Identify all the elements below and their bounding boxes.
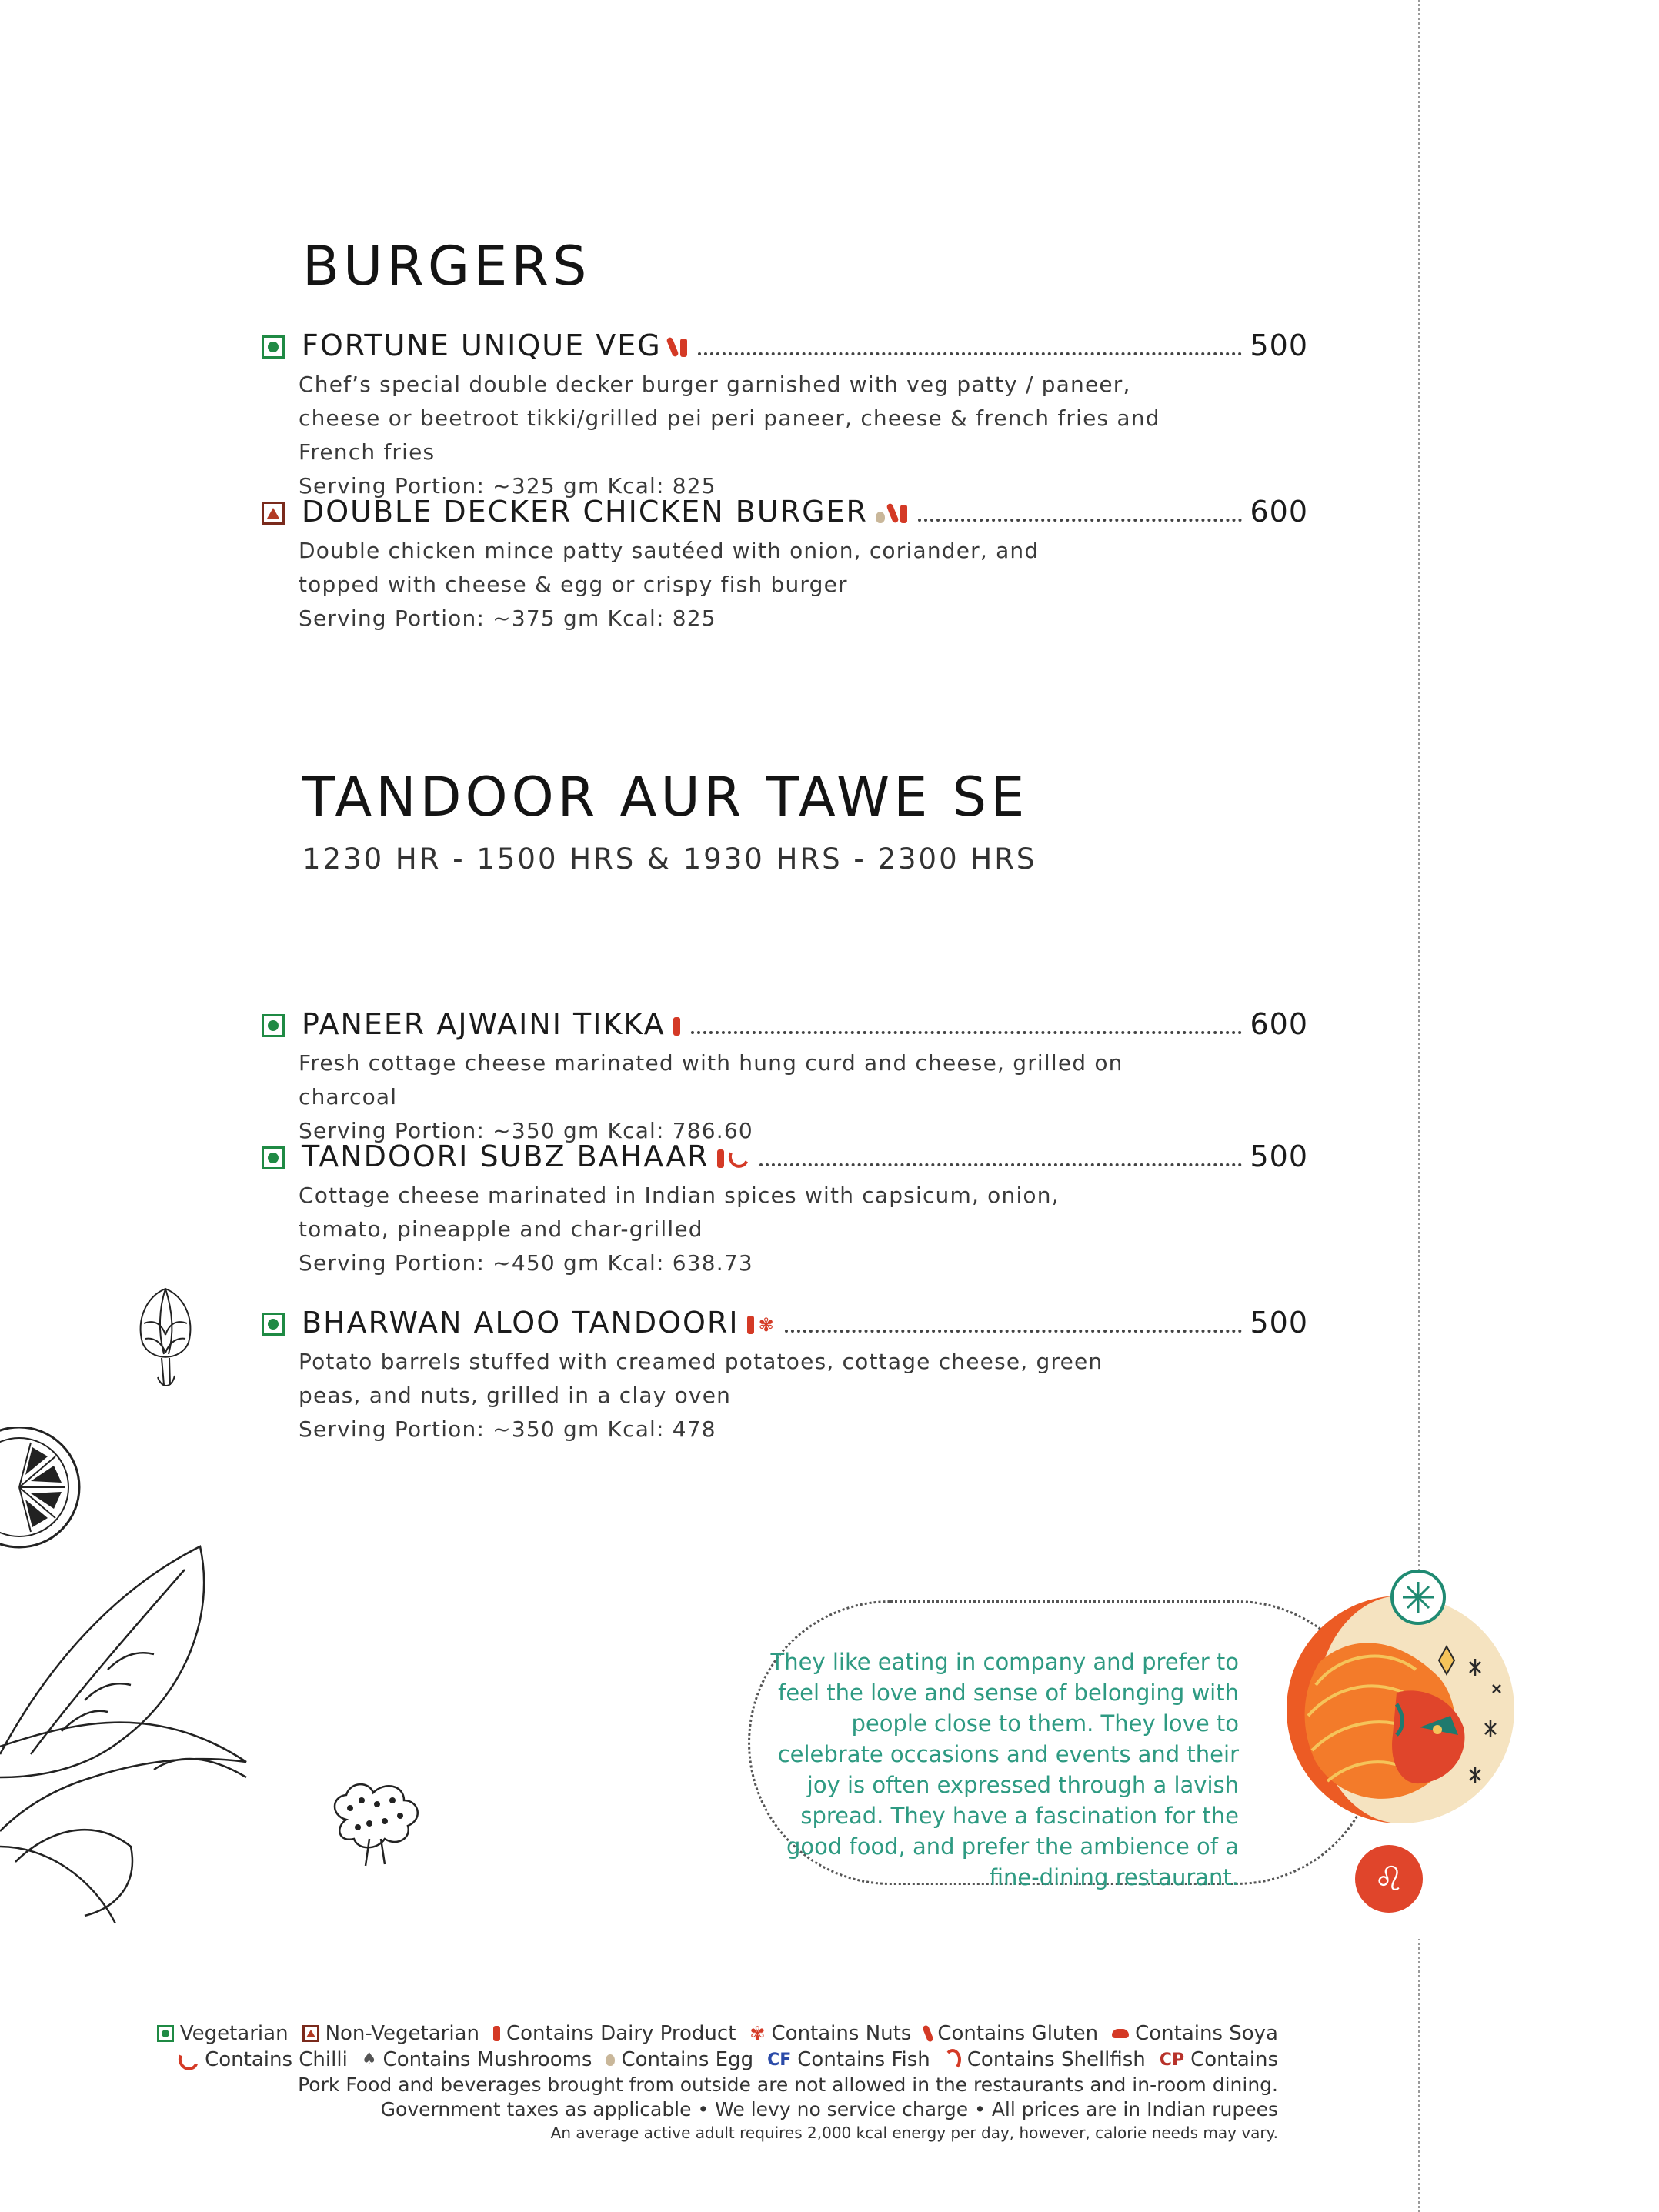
- nuts-icon: ✾: [758, 1314, 774, 1336]
- dot-leader: [691, 1031, 1243, 1034]
- menu-item-paneer-ajwaini-tikka: [262, 1002, 1308, 1148]
- leo-lion-illustration: [1262, 1570, 1554, 1939]
- nuts-icon: ✾: [749, 2023, 766, 2044]
- legend-non-vegetarian: Non-Vegetarian: [325, 2022, 479, 2045]
- vegetarian-icon: [262, 335, 285, 359]
- gluten-icon: [923, 2024, 935, 2042]
- allergen-legend: [149, 2020, 1278, 2144]
- vegetarian-icon: [157, 2025, 174, 2042]
- item-description: Chef’s special double decker burger garnished with veg patty / paneer, cheese or beetroot tikki/grilled pei peri paneer, cheese & french fries and French fries: [299, 372, 1160, 465]
- section-title-burgers: BURGERS: [302, 235, 591, 298]
- item-name: FORTUNE UNIQUE VEG: [302, 329, 662, 362]
- footer-taxes-note: Government taxes as applicable • We levy no service charge • All prices are in Indian rupees: [380, 2098, 1278, 2120]
- non-vegetarian-icon: [262, 502, 285, 525]
- dot-leader: [759, 1163, 1243, 1166]
- dairy-icon: [680, 339, 687, 357]
- item-price: 600: [1250, 495, 1308, 529]
- item-serving-portion: Serving Portion: ~325 gm Kcal: 825: [299, 473, 716, 499]
- legend-pork-b: Pork: [298, 2074, 340, 2096]
- legend-gluten: Contains Gluten: [937, 2022, 1099, 2045]
- egg-icon: [876, 512, 885, 523]
- footer-outside-food-note: Food and beverages brought from outside are not allowed in the restaurants and in-room dining.: [345, 2074, 1278, 2096]
- mushroom-icon: ♠: [361, 2050, 377, 2069]
- dot-leader: [785, 1330, 1243, 1333]
- fish-code-icon: CF: [767, 2050, 792, 2070]
- gluten-icon: [666, 336, 679, 357]
- artichoke-illustration: [127, 1277, 204, 1393]
- item-description: Fresh cottage cheese marinated with hung curd and cheese, grilled on charcoal: [299, 1050, 1123, 1109]
- broccoli-illustration: [323, 1773, 439, 1873]
- item-price: 500: [1250, 329, 1308, 362]
- item-price: 500: [1250, 1306, 1308, 1340]
- item-serving-portion: Serving Portion: ~350 gm Kcal: 786.60: [299, 1118, 753, 1143]
- dairy-icon: [717, 1149, 724, 1168]
- menu-item-fortune-unique-veg: [262, 323, 1308, 503]
- legend-dairy: Contains Dairy Product: [506, 2022, 736, 2045]
- legend-pork-a: Contains: [1190, 2048, 1278, 2071]
- item-name: TANDOORI SUBZ BAHAAR: [302, 1139, 709, 1173]
- dairy-icon: [900, 505, 907, 523]
- gluten-icon: [886, 502, 899, 523]
- menu-item-bharwan-aloo-tandoori: [262, 1300, 1308, 1446]
- menu-item-double-decker-chicken-burger: [262, 489, 1308, 636]
- dairy-icon: [673, 1017, 680, 1036]
- item-serving-portion: Serving Portion: ~375 gm Kcal: 825: [299, 606, 716, 631]
- section-title-tandoor: TANDOOR AUR TAWE SE: [302, 766, 1029, 829]
- chilli-icon: [175, 2046, 202, 2073]
- item-name: BHARWAN ALOO TANDOORI: [302, 1306, 739, 1340]
- vegetarian-icon: [262, 1146, 285, 1169]
- leo-zodiac-symbol: ♌: [1374, 1860, 1404, 1899]
- legend-chilli: Contains Chilli: [205, 2048, 348, 2071]
- dot-leader: [918, 519, 1243, 522]
- item-description: Double chicken mince patty sautéed with onion, coriander, and topped with cheese & egg or crispy fish burger: [299, 538, 1040, 597]
- chilli-icon: [726, 1143, 752, 1170]
- legend-vegetarian: Vegetarian: [179, 2022, 289, 2045]
- pork-code-icon: CP: [1159, 2050, 1185, 2070]
- egg-icon: [606, 2054, 615, 2066]
- item-serving-portion: Serving Portion: ~350 gm Kcal: 478: [299, 1416, 716, 1442]
- dot-leader: [698, 352, 1243, 355]
- soya-icon: [1112, 2029, 1129, 2038]
- leo-description: They like eating in company and prefer to feel the love and sense of belonging with people close to them. They love to celebrate occasions and events and their joy is often expressed through a lavish spread. They have a fascination for the good food, and prefer the ambience of a fine-dining restaurant.: [770, 1649, 1239, 1890]
- legend-fish: Contains Fish: [797, 2048, 930, 2071]
- item-description: Potato barrels stuffed with creamed potatoes, cottage cheese, green peas, and nuts, grilled in a clay oven: [299, 1349, 1103, 1408]
- non-vegetarian-icon: [302, 2025, 319, 2042]
- item-price: 500: [1250, 1139, 1308, 1173]
- item-serving-portion: Serving Portion: ~450 gm Kcal: 638.73: [299, 1250, 753, 1276]
- leo-medallion: [1262, 1570, 1554, 1939]
- legend-nuts: Contains Nuts: [771, 2022, 912, 2045]
- dairy-icon: [493, 2026, 500, 2041]
- item-name: DOUBLE DECKER CHICKEN BURGER: [302, 495, 868, 529]
- shellfish-icon: [944, 2049, 961, 2070]
- item-price: 600: [1250, 1007, 1308, 1041]
- legend-soya: Contains Soya: [1135, 2022, 1278, 2045]
- vegetarian-icon: [262, 1014, 285, 1037]
- vegetarian-icon: [262, 1313, 285, 1336]
- item-description: Cottage cheese marinated in Indian spices with capsicum, onion, tomato, pineapple and char-grilled: [299, 1183, 1060, 1242]
- legend-mushrooms: Contains Mushrooms: [382, 2048, 592, 2071]
- footer-calorie-note: An average active adult requires 2,000 kcal energy per day, however, calorie needs may vary.: [550, 2124, 1278, 2142]
- section-timings: 1230 HR - 1500 HRS & 1930 HRS - 2300 HRS: [302, 842, 1037, 876]
- item-name: PANEER AJWAINI TIKKA: [302, 1007, 666, 1041]
- legend-shellfish: Contains Shellfish: [966, 2048, 1146, 2071]
- dairy-icon: [747, 1316, 754, 1334]
- menu-item-tandoori-subz-bahaar: [262, 1134, 1308, 1280]
- legend-egg: Contains Egg: [621, 2048, 754, 2071]
